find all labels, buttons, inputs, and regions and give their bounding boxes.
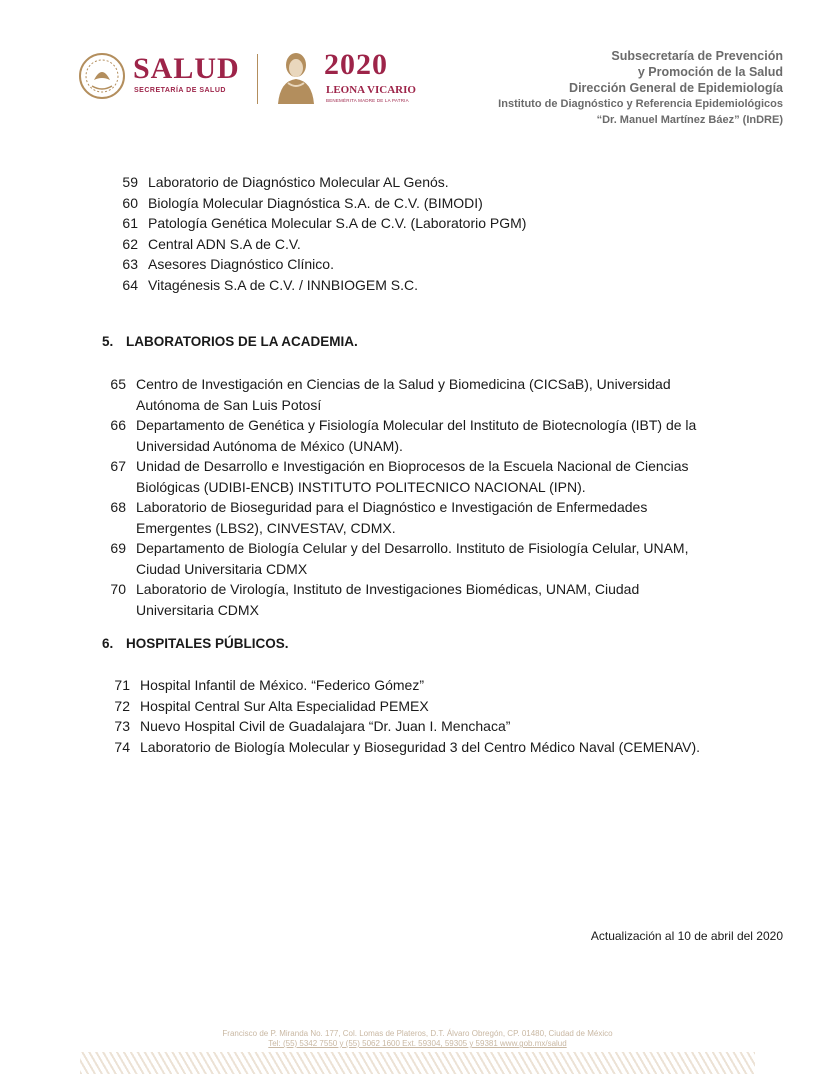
dependency-block — [498, 48, 783, 128]
item-text: Laboratorio de Diagnóstico Molecular AL Genós. — [148, 174, 449, 190]
year-logo-tagline: BENEMÉRITA MADRE DE LA PATRIA — [326, 98, 409, 103]
item-number: 59 — [122, 174, 138, 190]
item-text: Hospital Central Sur Alta Especialidad PEMEX — [140, 697, 429, 714]
hospitals-list — [0, 675, 835, 757]
page-header — [0, 0, 835, 150]
footer-address: Francisco de P. Miranda No. 177, Col. Lomas de Plateros, D.T. Álvaro Obregón, CP. 01480, Ciudad de México — [222, 1029, 613, 1038]
header-divider — [257, 54, 258, 104]
list-item — [0, 234, 835, 255]
list-item — [0, 579, 716, 620]
section-title: LABORATORIOS DE LA ACADEMIA. — [126, 334, 358, 349]
item-number: 74 — [114, 738, 130, 755]
item-text: Asesores Diagnóstico Clínico. — [148, 256, 334, 272]
item-number: 69 — [110, 540, 126, 556]
salud-logo-name: SALUD — [133, 52, 240, 85]
section-heading-academia — [102, 334, 358, 349]
item-number: 70 — [110, 581, 126, 597]
footer-contact: Tel: (55) 5342 7550 y (55) 5062 1600 Ext. 59304, 59305 y 59381 www.gob.mx/salud — [268, 1039, 567, 1048]
section-number: 5. — [102, 334, 114, 349]
item-text: Patología Genética Molecular S.A de C.V. (Laboratorio PGM) — [148, 215, 527, 231]
item-number: 65 — [110, 376, 126, 392]
leona-vicario-portrait-icon — [272, 49, 320, 104]
item-text: Centro de Investigación en Ciencias de la Salud y Biomedicina (CICSaB), Universidad Autónoma de San Luis Potosí — [136, 376, 671, 413]
item-text: Laboratorio de Virología, Instituto de Investigaciones Biomédicas, UNAM, Ciudad Universitaria CDMX — [136, 581, 640, 618]
item-text: Departamento de Biología Celular y del Desarrollo. Instituto de Fisiología Celular, UNAM, Ciudad Universitaria CDMX — [136, 540, 689, 577]
item-number: 72 — [114, 697, 130, 714]
section-title: HOSPITALES PÚBLICOS. — [126, 636, 289, 651]
item-text: Unidad de Desarrollo e Investigación en Bioprocesos de la Escuela Nacional de Ciencias Biológicas (UDIBI-ENCB) INSTITUTO POLITECNICO NACIONAL (IPN). — [136, 458, 689, 495]
year-logo — [268, 44, 418, 108]
list-item — [0, 716, 835, 737]
footer-address-block — [0, 1029, 835, 1049]
list-item — [0, 696, 835, 717]
item-text: Laboratorio de Bioseguridad para el Diagnóstico e Investigación de Enfermedades Emergentes (LBS2), CINVESTAV, CDMX. — [136, 499, 648, 536]
item-number: 60 — [122, 194, 138, 211]
section-number: 6. — [102, 636, 114, 651]
item-number: 67 — [110, 458, 126, 474]
academia-list — [0, 374, 835, 620]
item-text: Laboratorio de Biología Molecular y Bioseguridad 3 del Centro Médico Naval (CEMENAV). — [140, 738, 701, 755]
list-item — [0, 172, 835, 193]
dependency-line: y Promoción de la Salud — [637, 65, 783, 79]
item-number: 73 — [114, 718, 130, 734]
list-item — [0, 497, 716, 538]
private-labs-list — [0, 172, 835, 295]
item-number: 71 — [114, 677, 130, 693]
item-text: Departamento de Genética y Fisiología Molecular del Instituto de Biotecnología (IBT) de la Universidad Autónoma de México (UNAM). — [136, 417, 697, 454]
salud-logo-subtitle: SECRETARÍA DE SALUD — [134, 87, 226, 94]
list-item — [0, 538, 716, 579]
item-text: Vitagénesis S.A de C.V. / INNBIOGEM S.C. — [148, 276, 419, 293]
footer-decorative-band — [80, 1052, 755, 1074]
item-number: 64 — [122, 276, 138, 293]
item-number: 68 — [110, 499, 126, 515]
list-item — [0, 737, 835, 758]
item-number: 61 — [122, 215, 138, 231]
dependency-line: “Dr. Manuel Martínez Báez” (InDRE) — [596, 114, 783, 126]
list-item — [0, 254, 835, 275]
item-text: Hospital Infantil de México. “Federico Gómez” — [140, 677, 424, 693]
item-number: 63 — [122, 256, 138, 272]
dependency-line: Dirección General de Epidemiología — [569, 81, 783, 95]
item-text: Central ADN S.A de C.V. — [148, 235, 301, 252]
list-item — [0, 374, 716, 415]
dependency-line: Subsecretaría de Prevención — [611, 49, 783, 63]
list-item — [0, 415, 716, 456]
salud-logo — [78, 46, 253, 108]
item-text: Nuevo Hospital Civil de Guadalajara “Dr. Juan I. Menchaca” — [140, 718, 511, 734]
list-item — [0, 675, 835, 696]
list-item — [0, 213, 835, 234]
list-item — [0, 456, 716, 497]
list-item — [0, 275, 835, 296]
update-date-note: Actualización al 10 de abril del 2020 — [590, 929, 783, 943]
dependency-line: Instituto de Diagnóstico y Referencia Epidemiológicos — [498, 98, 783, 110]
item-text: Biología Molecular Diagnóstica S.A. de C.V. (BIMODI) — [148, 194, 483, 211]
national-seal-icon — [78, 50, 126, 102]
item-number: 62 — [122, 235, 138, 252]
year-logo-year: 2020 — [324, 48, 388, 81]
year-logo-honoree: LEONA VICARIO — [326, 84, 416, 96]
item-number: 66 — [110, 417, 126, 433]
section-heading-hospitals — [102, 636, 289, 651]
list-item — [0, 193, 835, 214]
